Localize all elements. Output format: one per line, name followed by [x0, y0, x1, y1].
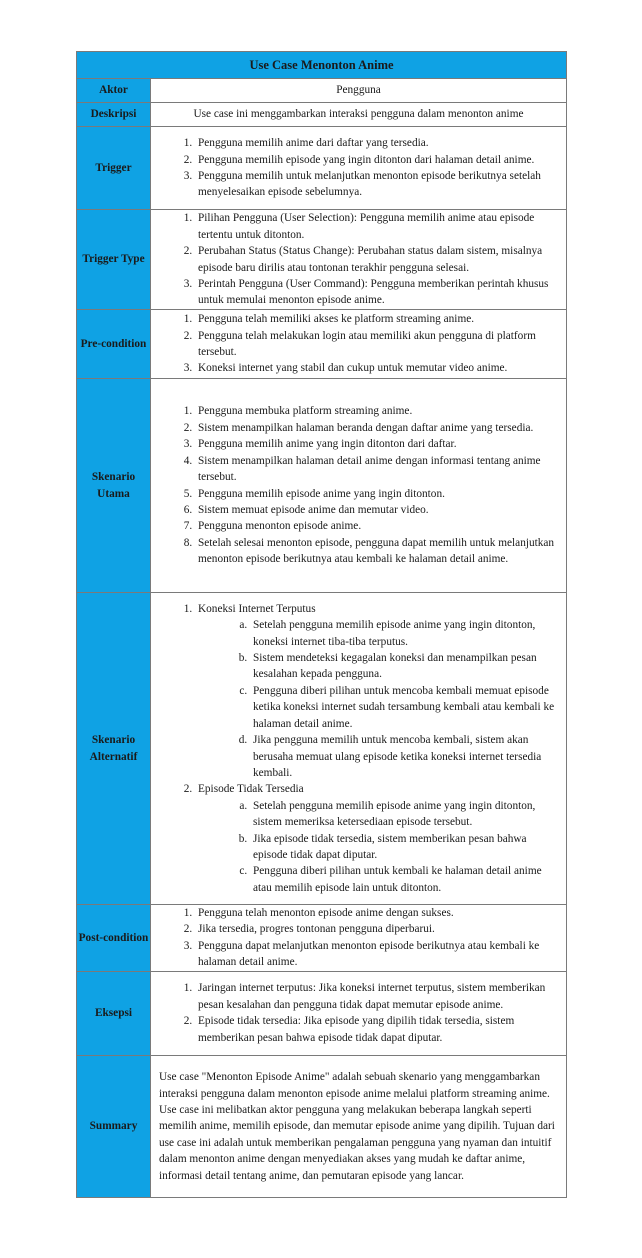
trigger-item: 2. Pengguna memilih episode yang ingin ditonton dari halaman detail anime.	[195, 152, 562, 168]
trigger-label: Trigger	[77, 127, 151, 210]
deskripsi-value: Use case ini menggambarkan interaksi pengguna dalam menonton anime	[151, 103, 567, 127]
alternatif-subitem: d. Jika pengguna memilih untuk mencoba kembali, sistem akan berusaha memuat ulang episode ketika koneksi internet tersedia kembali.	[250, 732, 558, 781]
precondition-row	[77, 310, 567, 379]
summary-label: Summary	[77, 1055, 151, 1197]
skenario-utama-item: 6. Sistem memuat episode anime dan memutar video.	[195, 502, 562, 518]
skenario-utama-value	[151, 379, 567, 593]
alternatif-group	[195, 781, 562, 896]
precondition-item: 3. Koneksi internet yang stabil dan cukup untuk memutar video anime.	[195, 360, 562, 376]
trigger-type-item: 3. Perintah Pengguna (User Command): Pengguna memberikan perintah khusus untuk memulai menonton episode anime.	[195, 276, 562, 309]
alternatif-subitem: b. Sistem mendeteksi kegagalan koneksi dan menampilkan pesan kesalahan kepada pengguna.	[250, 650, 558, 683]
skenario-utama-item: 5. Pengguna memilih episode anime yang ingin ditonton.	[195, 486, 562, 502]
alternatif-subitem: c. Pengguna diberi pilihan untuk kembali ke halaman detail anime atau memilih episode lain untuk ditonton.	[250, 863, 558, 896]
trigger-list	[151, 135, 566, 201]
precondition-list	[151, 311, 566, 377]
postcondition-item: 1. Pengguna telah menonton episode anime dengan sukses.	[195, 905, 562, 921]
title-row	[77, 52, 567, 79]
skenario-utama-item: 7. Pengguna menonton episode anime.	[195, 518, 562, 534]
trigger-type-item: 2. Perubahan Status (Status Change): Perubahan status dalam sistem, misalnya episode baru dirilis atau tontonan terakhir pengguna selesai.	[195, 243, 562, 276]
eksepsi-item: 2. Episode tidak tersedia: Jika episode yang dipilih tidak tersedia, sistem memberikan pesan bahwa episode tidak dapat diputar.	[195, 1013, 562, 1046]
use-case-table	[76, 51, 567, 1198]
skenario-utama-item: 2. Sistem menampilkan halaman beranda dengan daftar anime yang tersedia.	[195, 420, 562, 436]
trigger-item: 3. Pengguna memilih untuk melanjutkan menonton episode berikutnya setelah menyelesaikan episode sebelumnya.	[195, 168, 562, 201]
alternatif-subitem: a. Setelah pengguna memilih episode anime yang ingin ditonton, koneksi internet tiba-tiba terputus.	[250, 617, 558, 650]
deskripsi-row	[77, 103, 567, 127]
precondition-label: Pre-condition	[77, 310, 151, 379]
skenario-utama-row	[77, 379, 567, 593]
skenario-utama-item: 4. Sistem menampilkan halaman detail anime dengan informasi tentang anime tersebut.	[195, 453, 562, 486]
summary-row	[77, 1055, 567, 1197]
trigger-item: 1. Pengguna memilih anime dari daftar yang tersedia.	[195, 135, 562, 151]
skenario-alternatif-row	[77, 593, 567, 905]
alternatif-sublist	[198, 798, 562, 896]
postcondition-row	[77, 905, 567, 972]
trigger-type-label: Trigger Type	[77, 210, 151, 310]
postcondition-item: 3. Pengguna dapat melanjutkan menonton episode berikutnya atau kembali ke halaman detail anime.	[195, 938, 562, 971]
alternatif-group	[195, 601, 562, 781]
trigger-type-list	[151, 210, 566, 308]
eksepsi-label: Eksepsi	[77, 971, 151, 1055]
eksepsi-item: 1. Jaringan internet terputus: Jika koneksi internet terputus, sistem memberikan pesan kesalahan dan pengguna tidak dapat memutar episode anime.	[195, 980, 562, 1013]
precondition-item: 1. Pengguna telah memiliki akses ke platform streaming anime.	[195, 311, 562, 327]
aktor-label: Aktor	[77, 79, 151, 103]
trigger-row	[77, 127, 567, 210]
postcondition-list	[151, 905, 566, 971]
table-title: Use Case Menonton Anime	[77, 52, 567, 79]
alternatif-subitem: b. Jika episode tidak tersedia, sistem memberikan pesan bahwa episode tidak dapat diputar.	[250, 831, 558, 864]
aktor-row	[77, 79, 567, 103]
skenario-alternatif-value	[151, 593, 567, 905]
skenario-utama-list	[151, 403, 566, 567]
alternatif-group-title: Koneksi Internet Terputus	[198, 602, 316, 615]
precondition-value	[151, 310, 567, 379]
trigger-type-item: 1. Pilihan Pengguna (User Selection): Pengguna memilih anime atau episode tertentu untuk ditonton.	[195, 210, 562, 243]
eksepsi-value	[151, 971, 567, 1055]
eksepsi-list	[151, 980, 566, 1046]
skenario-alternatif-label: Skenario Alternatif	[77, 593, 151, 905]
deskripsi-label: Deskripsi	[77, 103, 151, 127]
skenario-utama-item: 8. Setelah selesai menonton episode, pengguna dapat memilih untuk melanjutkan menonton episode berikutnya atau kembali ke halaman detail anime.	[195, 535, 562, 568]
alternatif-subitem: c. Pengguna diberi pilihan untuk mencoba kembali memuat episode ketika koneksi internet sudah tersambung kembali atau kembali ke halaman detail anime.	[250, 683, 558, 732]
alternatif-sublist	[198, 617, 562, 781]
alternatif-group-title: Episode Tidak Tersedia	[198, 783, 304, 796]
skenario-utama-label: Skenario Utama	[77, 379, 151, 593]
skenario-utama-item: 1. Pengguna membuka platform streaming anime.	[195, 403, 562, 419]
summary-text: Use case "Menonton Episode Anime" adalah sebuah skenario yang menggambarkan interaksi pengguna dalam menonton episode anime melalui platform streaming anime. Use case ini melibatkan aktor pengguna yang melakukan beberapa langkah seperti memilih anime, memilih episode, dan memutar episode anime yang dipilih. Tujuan dari use case ini adalah untuk memberikan pengalaman pengguna yang nyaman dan intuitif dalam menonton anime dengan menyediakan akses yang mudah ke daftar anime, informasi detail tentang anime, dan pemutaran episode yang lancar.	[159, 1071, 555, 1182]
trigger-type-value	[151, 210, 567, 310]
aktor-value: Pengguna	[151, 79, 567, 103]
skenario-utama-item: 3. Pengguna memilih anime yang ingin ditonton dari daftar.	[195, 436, 562, 452]
trigger-type-row	[77, 210, 567, 310]
eksepsi-row	[77, 971, 567, 1055]
trigger-value	[151, 127, 567, 210]
precondition-item: 2. Pengguna telah melakukan login atau memiliki akun pengguna di platform tersebut.	[195, 328, 562, 361]
skenario-alternatif-list	[151, 601, 566, 896]
postcondition-value	[151, 905, 567, 972]
alternatif-subitem: a. Setelah pengguna memilih episode anime yang ingin ditonton, sistem memeriksa ketersediaan episode tersebut.	[250, 798, 558, 831]
postcondition-item: 2. Jika tersedia, progres tontonan pengguna diperbarui.	[195, 921, 562, 937]
summary-value	[151, 1055, 567, 1197]
postcondition-label: Post-condition	[77, 905, 151, 972]
